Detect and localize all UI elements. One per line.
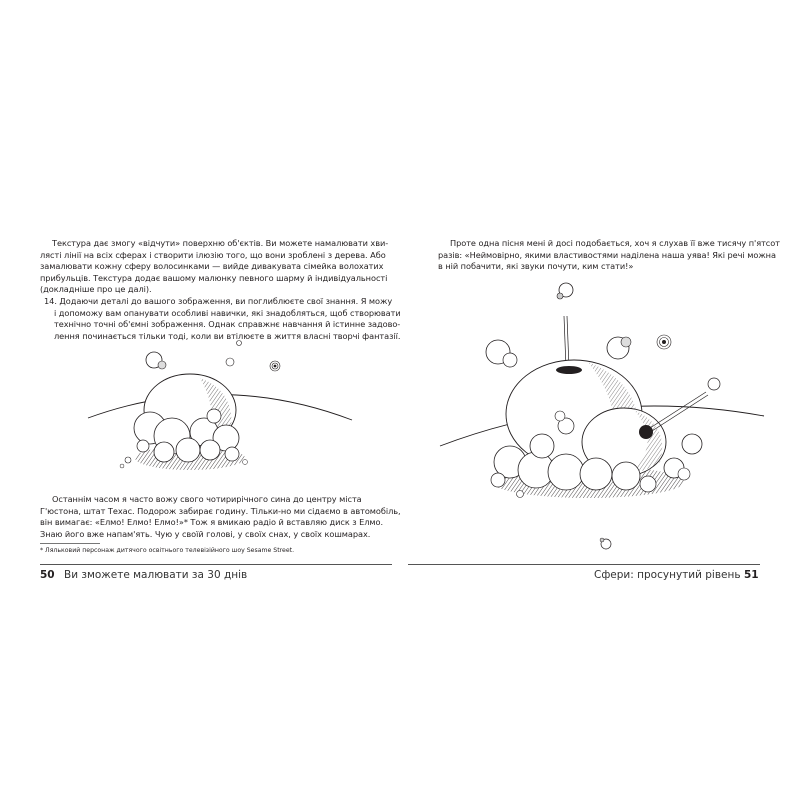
spheres-illustration-left — [80, 340, 360, 485]
left-footer-rule — [40, 564, 392, 565]
footnote: * Ляльковий персонаж дитячого освітнього телевізійного шоу Sesame Street. — [40, 547, 295, 554]
footnote-rule — [40, 543, 100, 544]
right-page — [400, 0, 800, 800]
left-page-number: 50 — [40, 569, 55, 581]
right-page-number: 51 — [744, 569, 759, 581]
spheres-illustration-right — [438, 276, 768, 556]
right-running-title: Сфери: просунутий рівень — [594, 569, 741, 581]
texture-paragraph: Текстура дає змогу «відчути» поверхню об'єктів. Ви можете намалювати хви- лясті лінії на всіх сферах і створити ілюзію того, що вони зроблені з дерева. Або замалювати кожну сферу волосинками — вийде дивакувата сімейка волохатих прибульців. Текстура додає вашому малюнку певного шарму й індивідуальності (докладніше про це далі). — [40, 238, 389, 295]
right-footer-rule — [408, 564, 760, 565]
song-paragraph: Проте одна пісня мені й досі подобається, хоч я слухав її вже тисячу п'ятсот разів: «Неймовірно, якими властивостями наділена наша уява! Які речі можна в ній побачити, які звуки почути, ким стати!» — [438, 238, 780, 272]
left-running-title: Ви зможете малювати за 30 днів — [64, 569, 248, 581]
elmo-paragraph: Останнім часом я часто вожу свого чотирирічного сина до центру міста Г'юстона, штат Техас. Подорож забирає годину. Тільки-но ми сідаємо в автомобіль, він вимагає: «Елмо! Елмо! Елмо!»* Тож я вмикаю радіо й вставляю диск з Елмо. Знаю його вже напам'ять. Чую у своїй голові, у своїх снах, у своїх кошмарах. — [40, 494, 401, 539]
step-14-paragraph: 14. Додаючи деталі до вашого зображення, ви поглиблюєте свої знання. Я можу і допоможу вам опанувати особливі навички, які знадобляться, щоб створювати технічно точні об'ємні зображення. Однак справжнє навчання й істинне задово- лення починається тільки тоді, коли ви втілюєте в життя власні творчі фантазії. — [44, 296, 401, 341]
